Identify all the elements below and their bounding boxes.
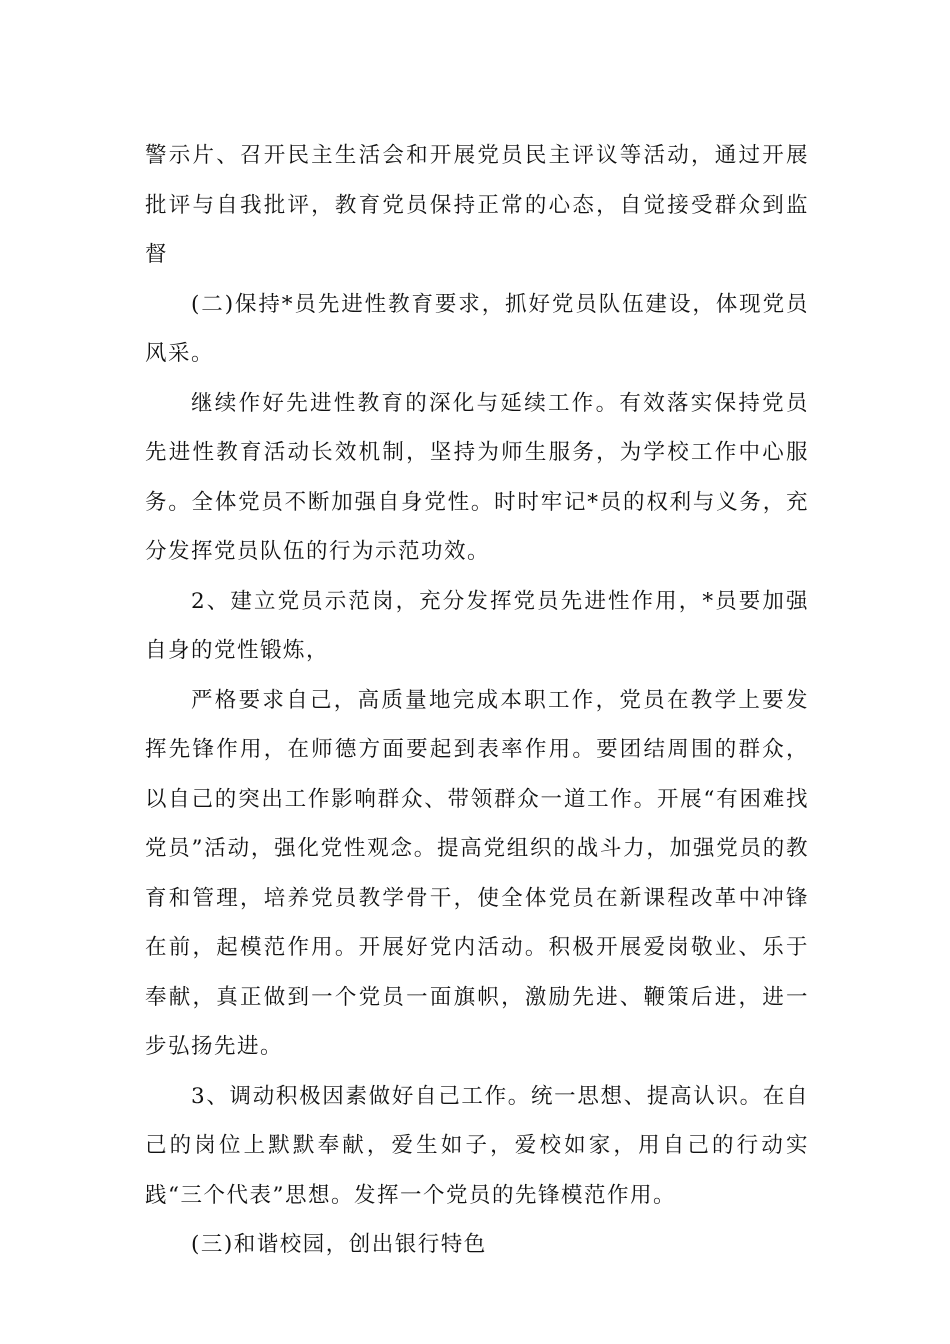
heading-section-two: (二)保持*员先进性教育要求，抓好党员队伍建设，体现党员风采。	[145, 291, 809, 366]
item-2-model-post: 2、建立党员示范岗，充分发挥党员先进性作用，*员要加强自身的党性锻炼，	[145, 588, 809, 663]
paragraph-strict-requirements: 严格要求自己，高质量地完成本职工作，党员在教学上要发挥先锋作用，在师德方面要起到表率作用。要团结周围的群众，以自己的突出工作影响群众、带领群众一道工作。开展“有困难找党员”活动，强化党性观念。提高党组织的战斗力，加强党员的教育和管理，培养党员教学骨干，使全体党员在新课程改革中冲锋在前，起模范作用。开展好党内活动。积极开展爱岗敬业、乐于奉献，真正做到一个党员一面旗帜，激励先进、鞭策后进，进一步弘扬先进。	[145, 687, 809, 1059]
heading-section-three: (三)和谐校园，创出银行特色	[191, 1232, 487, 1257]
paragraph-advanced-education: 继续作好先进性教育的深化与延续工作。有效落实保持党员先进性教育活动长效机制，坚持为师生服务，为学校工作中心服务。全体党员不断加强自身党性。时时牢记*员的权利与义务，充分发挥党员队伍的行为示范功效。	[145, 390, 809, 564]
document-body	[145, 131, 809, 1270]
item-3-positive-factors: 3、调动积极因素做好自己工作。统一思想、提高认识。在自己的岗位上默默奉献，爱生如子，爱校如家，用自己的行动实践“三个代表”思想。发挥一个党员的先锋模范作用。	[145, 1083, 809, 1208]
paragraph-supervision: 警示片、召开民主生活会和开展党员民主评议等活动，通过开展批评与自我批评，教育党员保持正常的心态，自觉接受群众到监督	[145, 143, 809, 267]
